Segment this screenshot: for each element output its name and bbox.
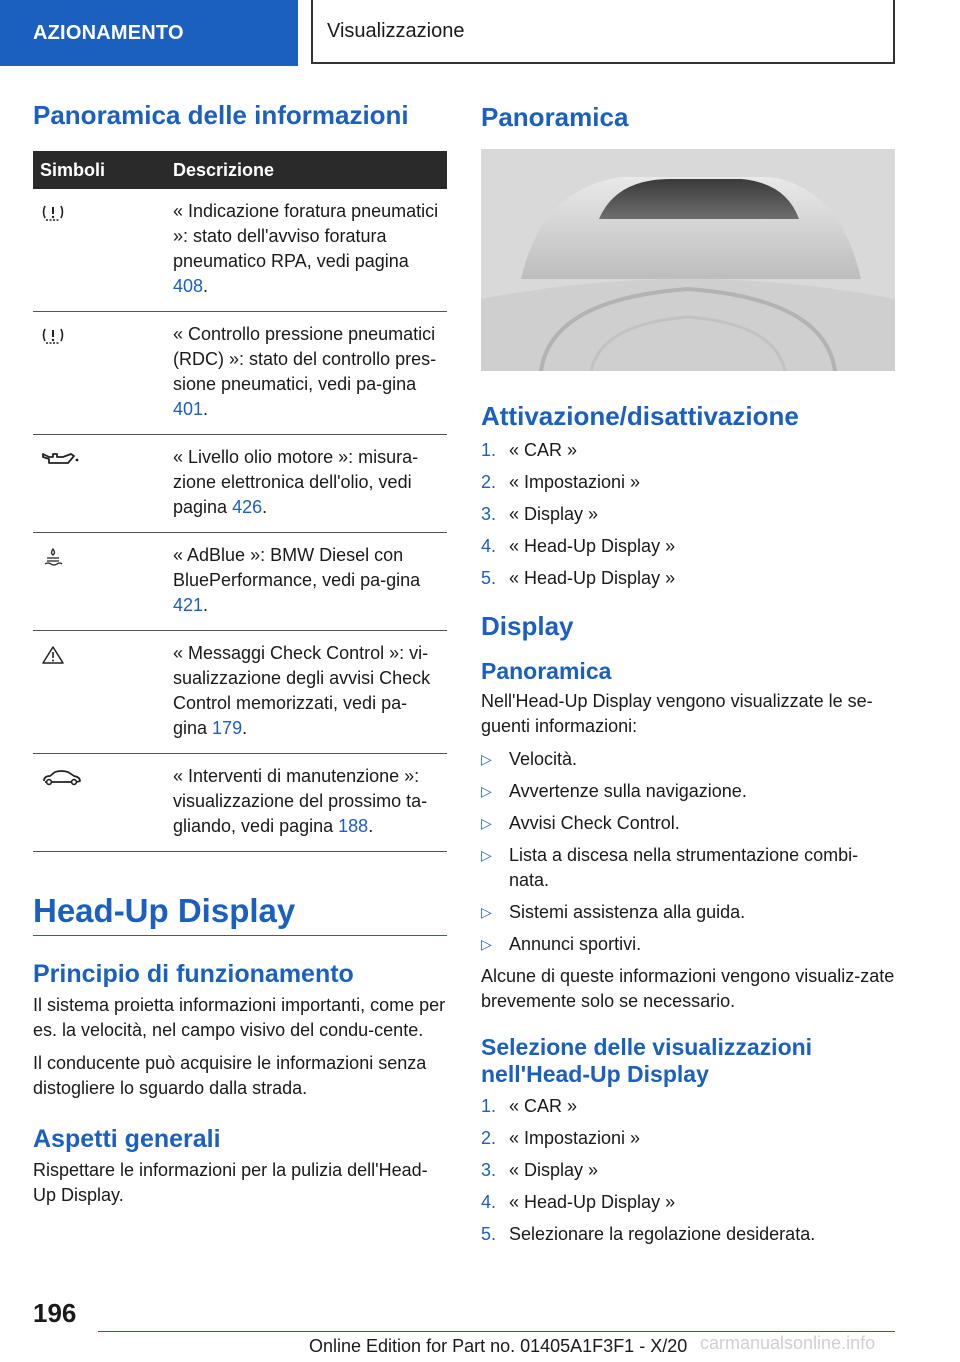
table-row [33, 533, 447, 631]
table-cell-description: « Livello olio motore »: misura-zione elettronica dell'olio, vedi pagina 426. [166, 435, 447, 533]
table-row [33, 312, 447, 435]
display-note: Alcune di queste informazioni vengono visualiz-zate brevemente solo se necessario. [481, 966, 895, 1011]
bullet-triangle-icon: ▷ [481, 904, 492, 920]
symbols-table [33, 151, 447, 852]
page-link[interactable]: 408 [173, 276, 204, 296]
page-link[interactable]: 426 [232, 497, 263, 517]
page-link[interactable]: 421 [173, 595, 204, 615]
tire-warning-icon [41, 203, 65, 223]
list-item: 2. « Impostazioni » [481, 472, 641, 492]
table-header-symbols: Simboli [33, 151, 166, 189]
list-item: 1. « CAR » [481, 1096, 578, 1116]
chapter-tab [311, 0, 895, 64]
list-item: 4. « Head-Up Display » [481, 536, 676, 556]
page-link[interactable]: 401 [173, 399, 204, 419]
list-item: ▷ Sistemi assistenza alla guida. [481, 900, 895, 925]
bullet-triangle-icon: ▷ [481, 751, 492, 767]
table-row [33, 435, 447, 533]
left-column [33, 100, 447, 1216]
list-item: ▷ Avvertenze sulla navigazione. [481, 779, 895, 804]
principle-paragraph: Il conducente può acquisire le informazioni senza distogliere lo sguardo dalla strada. [33, 1053, 427, 1098]
bullet-triangle-icon: ▷ [481, 936, 492, 952]
list-item: 5. Selezionare la regolazione desiderata. [481, 1224, 816, 1244]
bullet-triangle-icon: ▷ [481, 847, 492, 863]
tire-pressure-icon [41, 326, 65, 346]
selection-heading: Selezione delle visualizzazioni nell'Head-Up Display [481, 1034, 813, 1087]
list-item: 1. « CAR » [481, 440, 578, 460]
section-tab [0, 0, 298, 66]
table-cell-description: « Interventi di manutenzione »: visualizzazione del prossimo ta-gliando, vedi pagina 188. [166, 754, 447, 852]
display-subheading: Panoramica [481, 658, 612, 684]
table-cell-description: « Controllo pressione pneumatici (RDC) »: stato del controllo pres-sione pneumatici, vedi pa-gina 401. [166, 312, 447, 435]
page-link[interactable]: 188 [338, 816, 369, 836]
selection-steps [481, 1094, 895, 1247]
hud-heading: Head-Up Display [33, 892, 447, 936]
bullet-triangle-icon: ▷ [481, 783, 492, 799]
display-items [481, 747, 895, 957]
general-heading: Aspetti generali [33, 1125, 221, 1153]
list-item: ▷ Lista a discesa nella strumentazione combi-nata. [481, 843, 895, 893]
hud-photo [481, 149, 895, 371]
bullet-triangle-icon: ▷ [481, 815, 492, 831]
table-cell-description: « Messaggi Check Control »: vi-sualizzazione degli avvisi Check Control memorizzati, vedi pa-gina 179. [166, 631, 447, 754]
table-row [33, 631, 447, 754]
footer-divider [98, 1331, 895, 1332]
display-intro: Nell'Head-Up Display vengono visualizzate le se-guenti informazioni: [481, 691, 873, 736]
list-item: 3. « Display » [481, 1160, 599, 1180]
list-item: ▷ Avvisi Check Control. [481, 811, 895, 836]
dashboard-illustration [481, 149, 895, 371]
table-cell-description: « AdBlue »: BMW Diesel con BluePerformance, vedi pa-gina 421. [166, 533, 447, 631]
watermark: carmanualsonline.info [700, 1333, 876, 1353]
page-number: 196 [33, 1298, 77, 1328]
table-row [33, 189, 447, 312]
chapter-title: Visualizzazione [327, 19, 465, 42]
table-title: Panoramica delle informazioni [33, 100, 409, 130]
list-item: 2. « Impostazioni » [481, 1128, 641, 1148]
adblue-icon [41, 547, 65, 567]
table-cell-description: « Indicazione foratura pneumatici »: stato dell'avviso foratura pneumatico RPA, vedi pagina 408. [166, 189, 447, 312]
oil-can-icon [41, 449, 81, 469]
table-header-description: Descrizione [166, 151, 447, 189]
edition-text: Online Edition for Part no. 01405A1F3F1 - X/20 [309, 1336, 688, 1356]
display-heading: Display [481, 611, 574, 641]
activation-heading: Attivazione/disattivazione [481, 401, 799, 431]
list-item: 4. « Head-Up Display » [481, 1192, 676, 1212]
principle-heading: Principio di funzionamento [33, 960, 354, 988]
table-row [33, 754, 447, 852]
overview-heading: Panoramica [481, 102, 629, 132]
principle-paragraph: Il sistema proietta informazioni importanti, come per es. la velocità, nel campo visivo del condu-cente. [33, 995, 446, 1040]
car-service-icon [41, 768, 83, 788]
list-item: 3. « Display » [481, 504, 599, 524]
warning-triangle-icon [41, 645, 65, 665]
list-item: ▷ Annunci sportivi. [481, 932, 895, 957]
right-column [481, 100, 895, 1254]
list-item: 5. « Head-Up Display » [481, 568, 676, 588]
general-paragraph: Rispettare le informazioni per la pulizia dell'Head-Up Display. [33, 1160, 428, 1205]
activation-steps [481, 438, 895, 591]
page-link[interactable]: 179 [212, 718, 243, 738]
list-item: ▷ Velocità. [481, 747, 895, 772]
section-title: AZIONAMENTO [33, 21, 184, 44]
